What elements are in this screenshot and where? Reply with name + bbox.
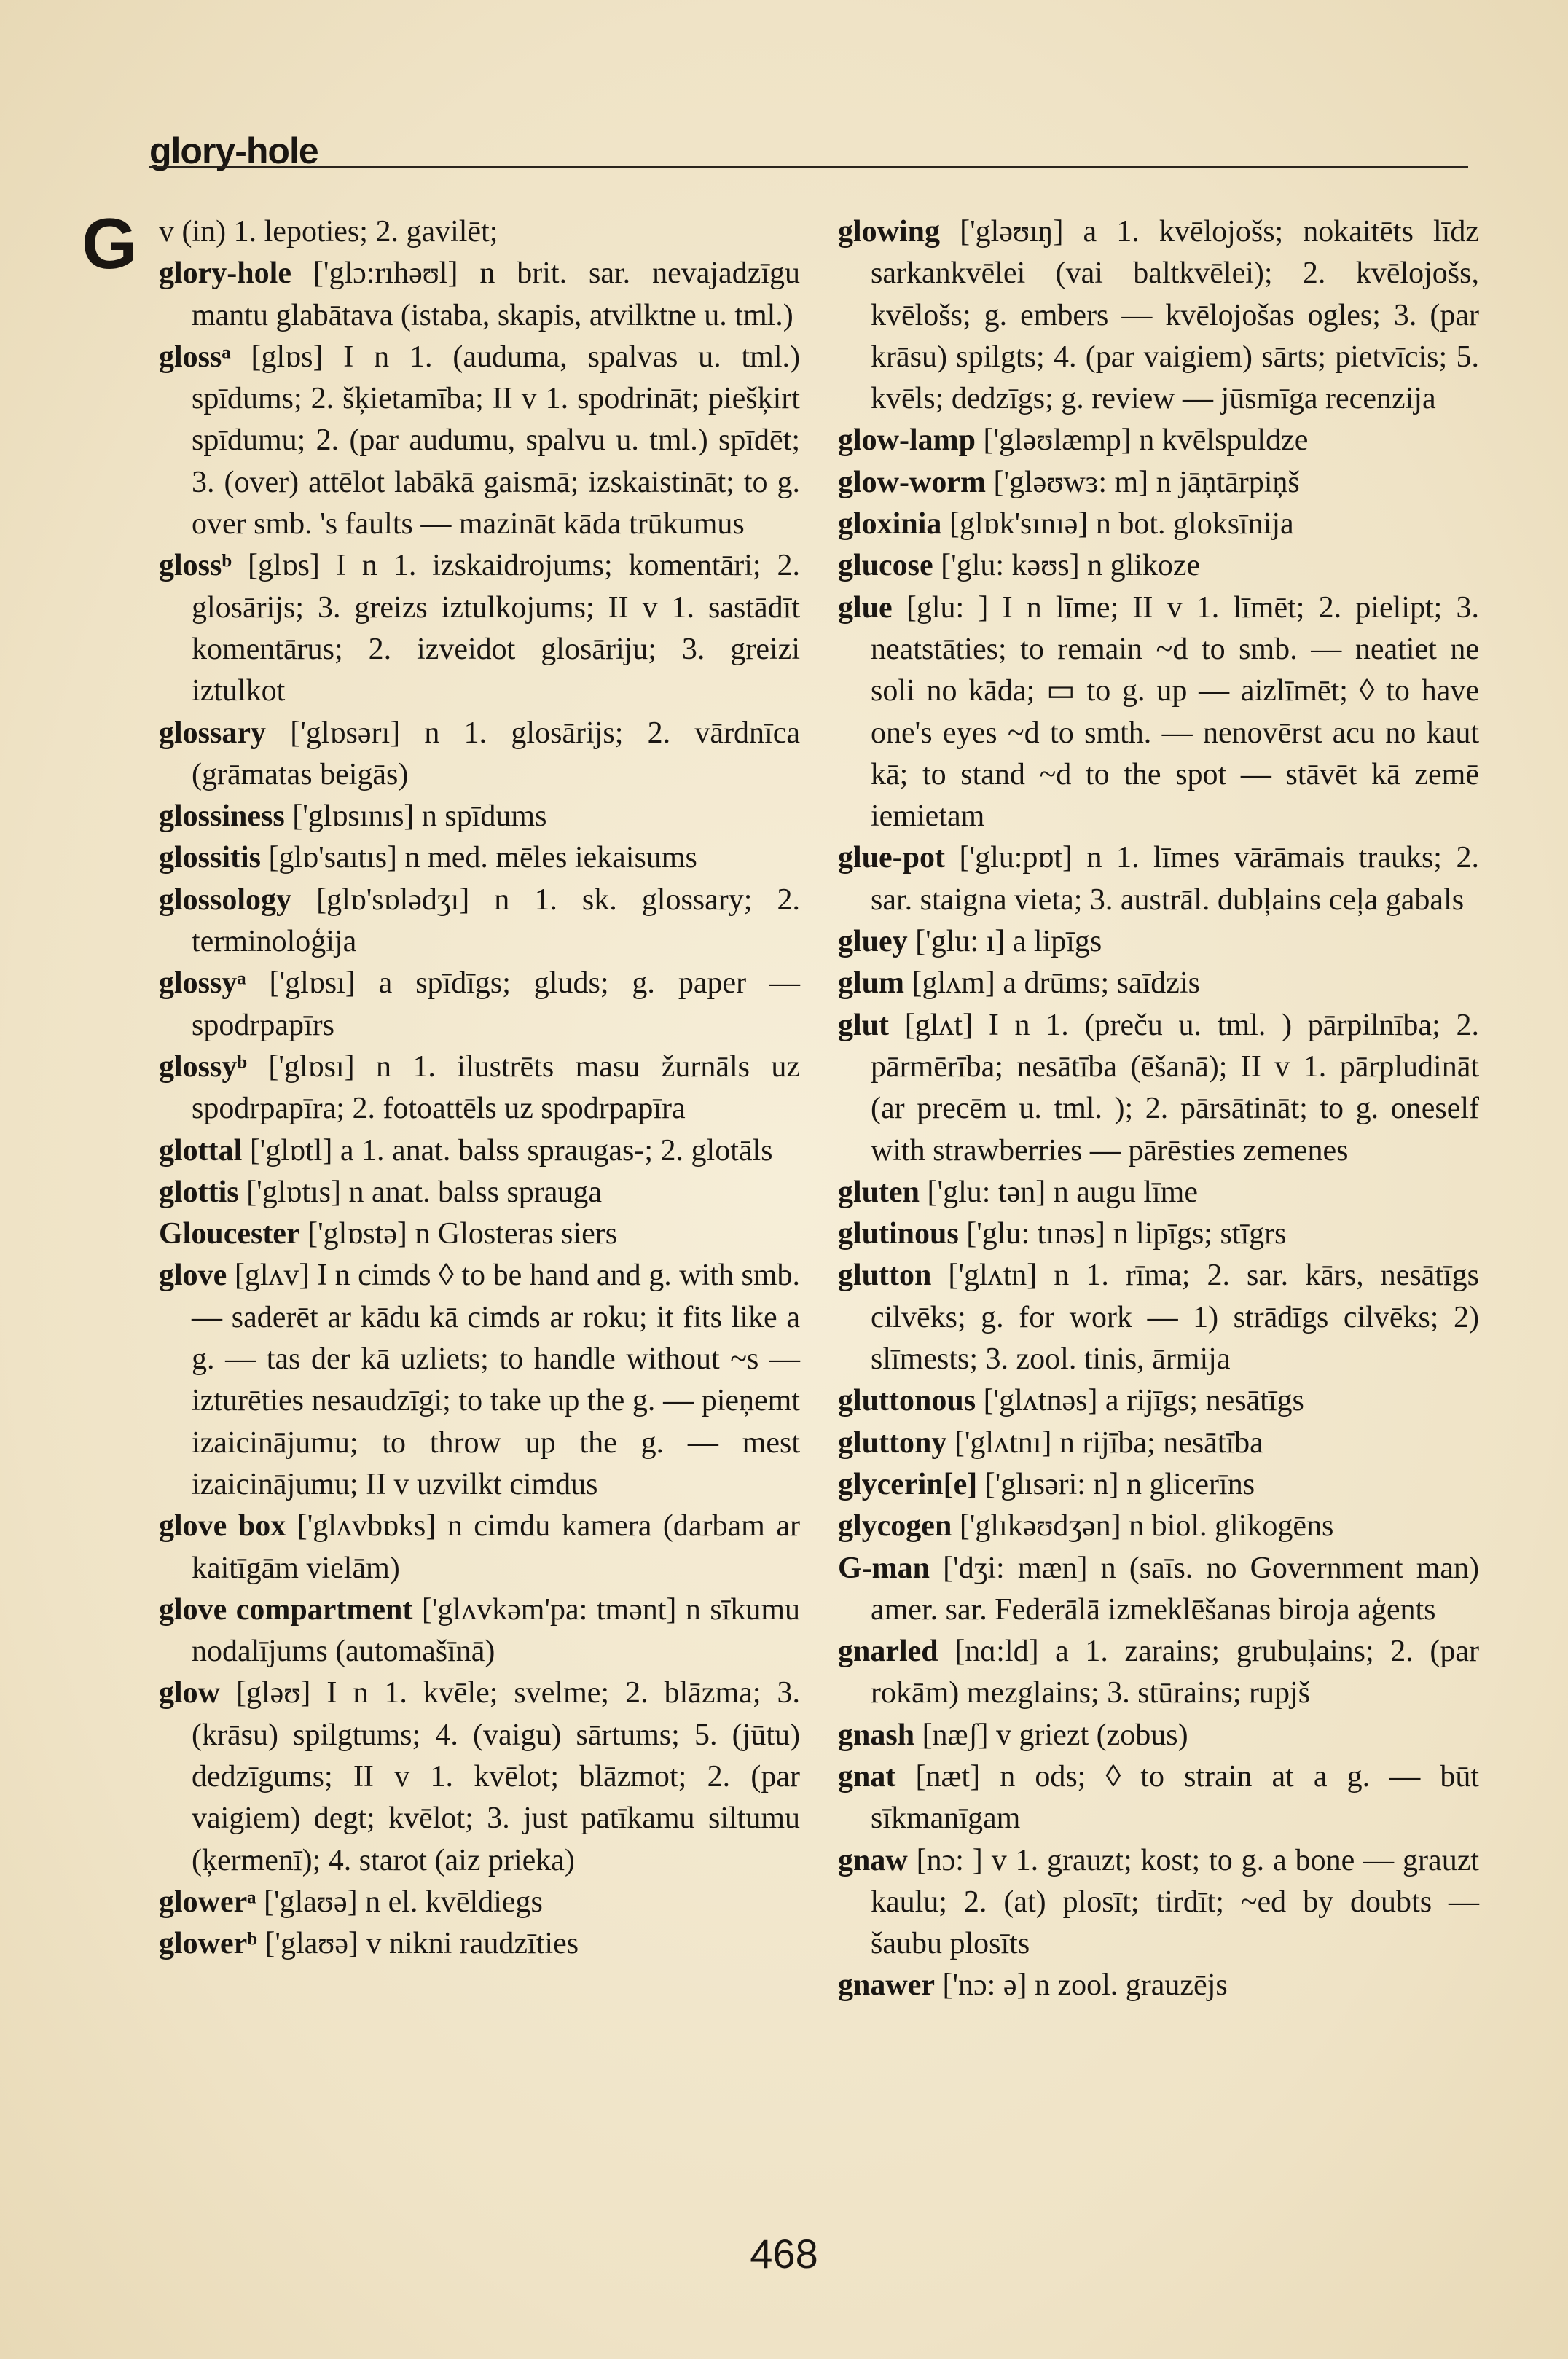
entry-headword: gluttonous	[838, 1384, 976, 1418]
entry-headword: glue	[838, 590, 893, 625]
entry-headword: glottis	[159, 1175, 239, 1209]
dictionary-entry	[159, 880, 800, 963]
dictionary-entry	[838, 1840, 1479, 1965]
entry-definition: [nɑ:ld] a 1. zarains; grubuļains; 2. (par rokām) mezglains; 3. stūrains; rupjš	[871, 1635, 1480, 1710]
entry-definition: ['glɒsınıs] n spīdums	[292, 799, 547, 834]
entry-headword: glycogen	[838, 1509, 952, 1544]
entry-definition: ['glʌtnı] n rijība; nesātība	[954, 1425, 1263, 1460]
entry-definition: ['glɒsı] a spīdīgs; gluds; g. paper — spodrpapīrs	[192, 966, 801, 1042]
entry-headword: glycerin[e]	[838, 1467, 978, 1501]
entry-headword: gnaw	[838, 1843, 908, 1877]
entry-headword: glum	[838, 966, 905, 1001]
dictionary-entry	[838, 1715, 1479, 1756]
entry-headword: glossology	[159, 883, 292, 917]
dictionary-entry	[838, 1756, 1479, 1840]
entry-headword: gnawer	[838, 1968, 935, 2003]
entry-headword: glossiness	[159, 799, 285, 834]
dictionary-entry	[159, 337, 800, 545]
dictionary-entry	[838, 545, 1479, 587]
entry-headword: Gloucester	[159, 1217, 300, 1251]
entry-definition: [glɒs] I n 1. (auduma, spalvas u. tml.) spīdums; 2. šķietamība; II v 1. spodrināt; piešķirt spīdumu; 2. (par audumu, spalvu u. tml.) spīdēt; 3. (over) attēlot labākā gaismā; izskaistināt; to g. over smb. 's faults — mazināt kāda trūkumus	[192, 340, 800, 541]
dictionary-entry	[838, 1423, 1479, 1464]
entry-headword: glossitis	[159, 841, 262, 875]
thumb-index-letter: G	[82, 203, 138, 283]
entry-definition: ['glu: tən] n augu līme	[927, 1175, 1198, 1209]
dictionary-entry	[159, 796, 800, 837]
entry-definition: ['glɒtl] a 1. anat. balss spraugas-; 2. glotāls	[249, 1133, 773, 1167]
entry-definition: ['glu: tınəs] n lipīgs; stīgrs	[966, 1217, 1287, 1251]
entry-definition: ['glu: kəʊs] n glikoze	[941, 549, 1201, 583]
entry-definition: ['glu:pɒt] n 1. līmes vārāmais trauks; 2. sar. staigna vieta; 3. austrāl. dubļains ceļa gabals	[871, 841, 1479, 917]
entry-definition: [glɒs] I n 1. izskaidrojums; komentāri; 2. glosārijs; 3. greizs iztulkojums; II v 1. sastādīt komentārus; 2. izveidot glosāriju; 3. greizi iztulkot	[192, 549, 801, 708]
dictionary-entry	[838, 1548, 1479, 1632]
dictionary-entry	[159, 1255, 800, 1506]
entry-definition: [glʌm] a drūms; saīdzis	[912, 966, 1200, 1001]
entry-definition: ['glɒsərı] n 1. glosārijs; 2. vārdnīca (grāmatas beigās)	[192, 716, 801, 791]
dictionary-entry	[838, 837, 1479, 921]
entry-definition: ['glıkəʊdʒən] n biol. glikogēns	[959, 1509, 1334, 1544]
entry-definition: [nɔ: ] v 1. grauzt; kost; to g. a bone — grauzt kaulu; 2. (at) plosīt; tirdīt; ~ed by doubts — šaubu plosīts	[871, 1843, 1479, 1961]
entry-definition: ['glaʊə] n el. kvēldiegs	[264, 1885, 543, 1919]
entry-definition: [næʃ] v griezt (zobus)	[922, 1718, 1188, 1752]
entry-definition: [glu: ] I n līme; II v 1. līmēt; 2. pielipt; 3. neatstāties; to remain ~d to smb. — neatiet ne soli no kāda; ▭ to g. up — aizlīmēt; ◊ to have one's eyes ~d to smth. — nenovērst acu no kaut kā; to stand ~d to the spot — stāvēt kā zemē iemietam	[871, 590, 1480, 834]
entry-headword: glowing	[838, 215, 941, 249]
dictionary-entry	[838, 1172, 1479, 1213]
entry-headword: glue-pot	[838, 841, 945, 875]
dictionary-entry	[159, 963, 800, 1047]
dictionary-entry	[838, 1506, 1479, 1547]
entry-definition: v (in) 1. lepoties; 2. gavilēt;	[159, 215, 498, 249]
entry-headword: gluttony	[838, 1425, 947, 1460]
dictionary-entry	[159, 1172, 800, 1213]
dictionary-entry	[838, 420, 1479, 461]
dictionary-entry	[159, 253, 800, 337]
entry-headword: glossyᵇ	[159, 1049, 247, 1084]
dictionary-entry	[159, 1589, 800, 1673]
entry-definition: ['glɔ:rıhəʊl] n brit. sar. nevajadzīgu mantu glabātava (istaba, skapis, atvilktne u. tml.)	[192, 257, 800, 332]
entry-headword: gloxinia	[838, 507, 942, 541]
dictionary-entry	[159, 1047, 800, 1130]
dictionary-entry	[838, 1631, 1479, 1715]
entry-headword: gnat	[838, 1759, 896, 1793]
running-head: glory-hole	[149, 130, 318, 171]
entry-headword: glossᵃ	[159, 340, 231, 374]
dictionary-entry	[159, 1213, 800, 1255]
dictionary-entry	[159, 1506, 800, 1589]
dictionary-entry	[838, 1380, 1479, 1422]
entry-definition: [glɒ'sɒlədʒı] n 1. sk. glossary; 2. terminoloģija	[192, 883, 800, 959]
entry-definition: ['nɔ: ə] n zool. grauzējs	[942, 1968, 1228, 2003]
dictionary-entry	[159, 713, 800, 797]
entry-definition: [glʌv] I n cimds ◊ to be hand and g. with smb. — saderēt ar kādu kā cimds ar roku; it fits like a g. — tas der kā uzliets; to handle without ~s — izturēties nesaudzīgi; to take up the g. — pieņemt izaicinājumu; to throw up the g. — mest izaicinājumu; II v uzvilkt cimdus	[192, 1259, 801, 1501]
dictionary-entry	[159, 1923, 800, 1965]
entry-definition: ['glısəri: n] n glicerīns	[984, 1467, 1255, 1501]
entry-definition: ['glʌvbɒks] n cimdu kamera (darbam ar kaitīgām vielām)	[192, 1509, 800, 1585]
entry-headword: glottal	[159, 1133, 243, 1167]
dictionary-entry	[838, 921, 1479, 963]
entry-headword: gnash	[838, 1718, 915, 1752]
entry-definition: ['gləʊlæmp] n kvēlspuldze	[983, 423, 1309, 458]
entry-headword: glove compartment	[159, 1592, 413, 1627]
dictionary-entry	[159, 211, 800, 253]
dictionary-entry	[838, 1965, 1479, 2006]
entry-headword: glowerᵃ	[159, 1885, 256, 1919]
entry-headword: glutinous	[838, 1217, 959, 1251]
dictionary-entry	[838, 211, 1479, 420]
entry-headword: glove box	[159, 1509, 286, 1544]
entry-definition: [glɒ'saıtıs] n med. mēles iekaisums	[268, 841, 697, 875]
dictionary-entry	[838, 587, 1479, 838]
entry-headword: glossyᵃ	[159, 966, 246, 1001]
dictionary-entry	[838, 1464, 1479, 1506]
left-column	[159, 211, 800, 1965]
dictionary-entry	[838, 1255, 1479, 1380]
entry-headword: glory-hole	[159, 257, 291, 291]
entry-headword: glutton	[838, 1259, 932, 1293]
entry-headword: glucose	[838, 549, 933, 583]
entry-definition: ['glʌtn] n 1. rīma; 2. sar. kārs, nesātīgs cilvēks; g. for work — 1) strādīgs cilvēks; 2) slīmests; 3. zool. tinis, ārmija	[871, 1259, 1480, 1377]
entry-headword: glow	[159, 1676, 220, 1710]
dictionary-entry	[159, 1673, 800, 1881]
entry-definition: ['gləʊwɜ: m] n jāņtārpiņš	[993, 465, 1300, 499]
entry-definition: ['gləʊıŋ] a 1. kvēlojošs; nokaitēts līdz sarkankvēlei (vai baltkvēlei); 2. kvēlojošs, kvēlošs; g. embers — kvēlojošas ogles; 3. (par krāsu) spilgts; 4. (par vaigiem) sārts; pietvīcis; 5. kvēls; dedzīgs; g. review — jūsmīga recenzija	[871, 215, 1479, 416]
entry-headword: glow-worm	[838, 465, 986, 499]
entry-headword: glossᵇ	[159, 549, 232, 583]
entry-definition: ['glɒtıs] n anat. balss sprauga	[246, 1175, 603, 1209]
entry-headword: gluey	[838, 925, 908, 959]
entry-headword: gluten	[838, 1175, 920, 1209]
dictionary-entry	[159, 1882, 800, 1923]
entry-headword: glow-lamp	[838, 423, 976, 458]
entry-definition: [næt] n ods; ◊ to strain at a g. — būt sīkmanīgam	[871, 1759, 1480, 1836]
entry-definition: ['glʌvkəm'pa: tmənt] n sīkumu nodalījums (automašīnā)	[192, 1592, 801, 1669]
page-number: 468	[750, 2231, 818, 2277]
entry-definition: ['glʌtnəs] a rijīgs; nesātīgs	[983, 1384, 1304, 1418]
dictionary-entry	[159, 837, 800, 879]
entry-headword: G-man	[838, 1551, 930, 1585]
header-rule	[149, 166, 1468, 168]
dictionary-entry	[838, 504, 1479, 545]
dictionary-entry	[838, 1213, 1479, 1255]
dictionary-entry	[838, 462, 1479, 504]
entry-headword: glowerᵇ	[159, 1927, 257, 1961]
entry-definition: [glʌt] I n 1. (preču u. tml. ) pārpilnība; 2. pārmērība; nesātība (ēšanā); II v 1. pārpludināt (ar precēm u. tml. ); 2. pārsātināt; to g. oneself with strawberries — pārēsties zemenes	[871, 1008, 1479, 1167]
entry-headword: glove	[159, 1259, 227, 1293]
dictionary-entry	[838, 963, 1479, 1004]
dictionary-entry	[159, 545, 800, 712]
entry-definition: ['glaʊə] v nikni raudzīties	[264, 1927, 579, 1961]
dictionary-entry	[838, 1005, 1479, 1172]
entry-headword: gnarled	[838, 1635, 938, 1669]
dictionary-entry	[159, 1130, 800, 1172]
entry-headword: glut	[838, 1008, 890, 1042]
entry-headword: glossary	[159, 716, 266, 750]
right-column	[838, 211, 1479, 2007]
entry-definition: [gləʊ] I n 1. kvēle; svelme; 2. blāzma; 3. (krāsu) spilgtums; 4. (vaigu) sārtums; 5. (jūtu) dedzīgums; II v 1. kvēlot; blāzmot; 2. (par vaigiem) degt; kvēlot; 3. just patīkamu siltumu (ķermenī); 4. starot (aiz prieka)	[192, 1676, 800, 1877]
entry-definition: ['glu: ı] a lipīgs	[915, 925, 1102, 959]
entry-definition: ['glɒstə] n Glosteras siers	[307, 1217, 618, 1251]
entry-definition: ['glɒsı] n 1. ilustrēts masu žurnāls uz spodrpapīra; 2. fotoattēls uz spodrpapīra	[192, 1049, 801, 1126]
entry-definition: [glɒk'sınıə] n bot. gloksīnija	[949, 507, 1294, 541]
entry-definition: ['dʒi: mæn] n (saīs. no Government man) amer. sar. Federālā izmeklēšanas biroja aģents	[871, 1551, 1479, 1627]
